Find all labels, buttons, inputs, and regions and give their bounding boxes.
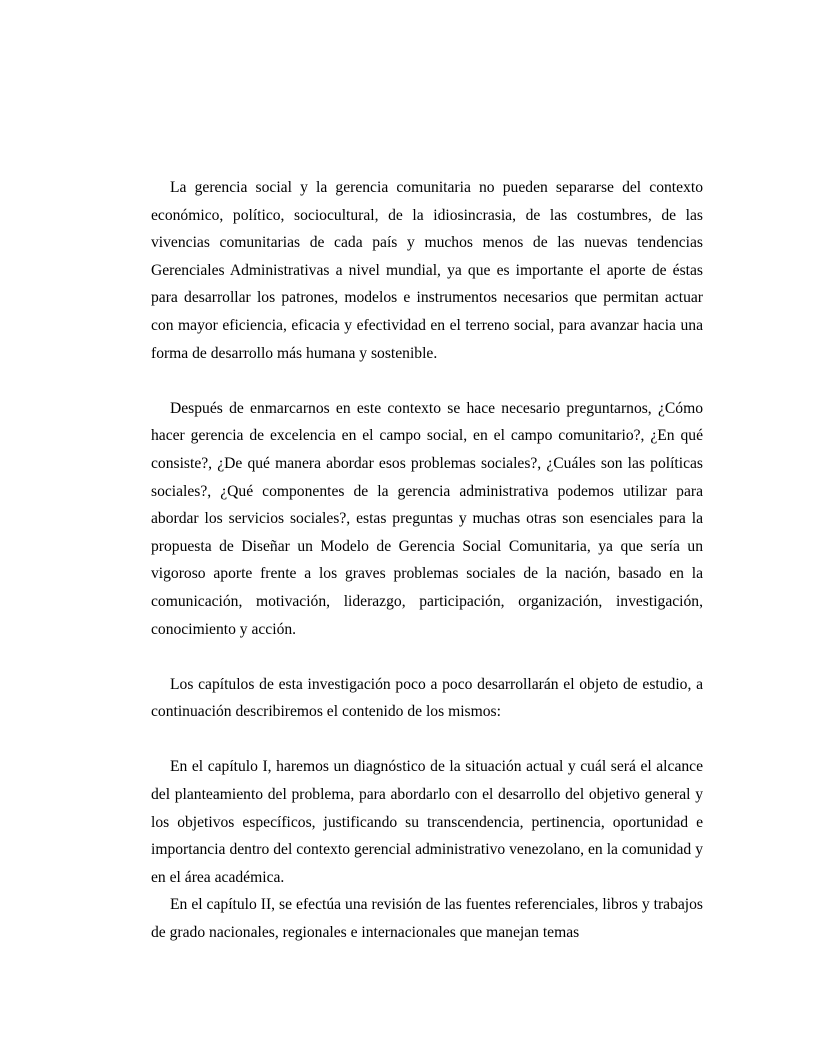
- paragraph-spacer: [151, 726, 703, 754]
- paragraph-chapter-2: En el capítulo II, se efectúa una revisión de las fuentes referenciales, libros y trabajos de grado nacionales, regionales e internacionales que manejan temas: [151, 896, 703, 942]
- paragraph-questions: Después de enmarcarnos en este contexto se hace necesario preguntarnos, ¿Cómo hacer gerencia de excelencia en el campo social, en el campo comunitario?, ¿En qué consiste?, ¿De qué manera abordar esos problemas sociales?, ¿Cuáles son las políticas sociales?, ¿Qué componentes de la gerencia administrativa podemos utilizar para abordar los servicios sociales?, estas preguntas y muchas otras son esenciales para la propuesta de Diseñar un Modelo de Gerencia Social Comunitaria, ya que sería un vigoroso aporte frente a los graves problemas sociales de la nación, basado en la comunicación, motivación, liderazgo, participación, organización, investigación, conocimiento y acción.: [151, 399, 703, 638]
- paragraph-spacer: [151, 367, 703, 395]
- body-text: [151, 174, 703, 947]
- paragraph-chapter-1: En el capítulo I, haremos un diagnóstico de la situación actual y cuál será el alcance del planteamiento del problema, para abordarlo con el desarrollo del objetivo general y los objetivos específicos, justificando su transcendencia, pertinencia, oportunidad e importancia dentro del contexto gerencial administrativo venezolano, en la comunidad y en el área académica.: [151, 758, 703, 886]
- paragraph-context: La gerencia social y la gerencia comunitaria no pueden separarse del contexto económico, político, sociocultural, de la idiosincrasia, de las costumbres, de las vivencias comunitarias de cada país y muchos menos de las nuevas tendencias Gerenciales Administrativas a nivel mundial, ya que es importante el aporte de éstas para desarrollar los patrones, modelos e instrumentos necesarios que permitan actuar con mayor eficiencia, eficacia y efectividad en el terreno social, para avanzar hacia una forma de desarrollo más humana y sostenible.: [151, 179, 703, 362]
- paragraph-spacer: [151, 643, 703, 671]
- paragraph-chapters-intro: Los capítulos de esta investigación poco a poco desarrollarán el objeto de estudio, a continuación describiremos el contenido de los mismos:: [151, 675, 703, 721]
